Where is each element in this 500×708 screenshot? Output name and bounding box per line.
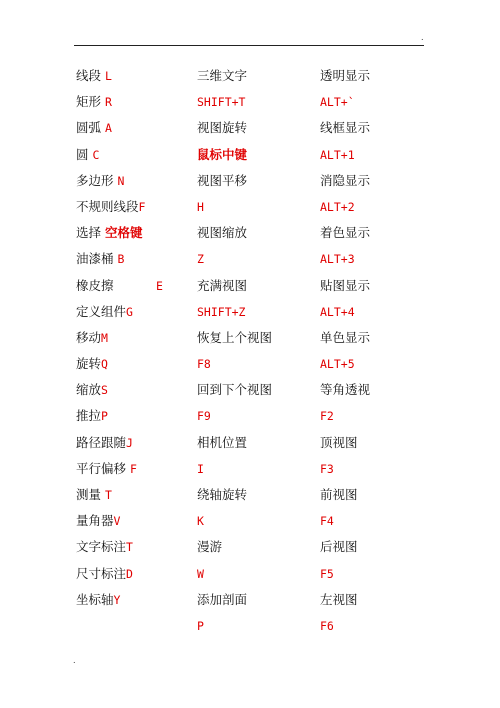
shortcut-row [320,456,430,482]
shortcut-row [320,325,430,351]
shortcut-row [197,194,307,220]
shortcut-row [320,89,430,115]
shortcut-row [197,63,307,89]
tool-label: 测量 [76,487,102,502]
display-item-label: 等角透视 [320,382,371,398]
shortcut-row [320,430,430,456]
display-item-label: 顶视图 [320,434,358,450]
tool-label: 橡皮擦 [76,277,114,293]
shortcut-row [76,456,196,482]
shortcut-row [76,587,196,613]
shortcut-key: A [105,121,112,136]
shortcut-key: SHIFT+Z [197,304,246,319]
shortcut-key: F9 [197,409,211,424]
shortcut-key: F2 [320,409,334,424]
tool-label: 缩放 [76,382,102,398]
shortcut-row [320,168,430,194]
shortcut-row [76,534,196,560]
shortcut-row [320,246,430,272]
shortcut-key: F [138,199,146,214]
tool-label: 多边形 [76,172,114,188]
shortcut-row [320,273,430,299]
shortcut-row [320,403,430,429]
corner-mark-top-right: . [421,33,424,42]
tool-label: 推拉 [76,408,102,424]
shortcut-key: F4 [320,514,334,529]
display-item-label: 线框显示 [320,120,371,136]
shortcut-row [197,325,307,351]
shortcut-row [197,613,307,639]
display-item-label: 左视图 [320,591,358,607]
display-column [320,63,430,639]
shortcut-row [320,561,430,587]
shortcut-key: L [105,69,112,83]
tool-label: 油漆桶 [76,251,114,267]
shortcut-key: Y [113,592,121,607]
shortcut-row [76,220,196,246]
shortcut-row [197,430,307,456]
shortcut-row [76,246,196,272]
tool-label: 路径跟随 [76,434,127,450]
shortcut-key: Q [101,357,108,372]
shortcut-row [320,220,430,246]
shortcut-key: G [126,304,133,319]
shortcut-key: E [156,278,163,293]
shortcut-row [197,168,307,194]
shortcut-row [76,430,196,456]
view-item-label: 视图缩放 [197,225,248,241]
tool-label: 圆弧 [76,120,102,136]
tool-label: 矩形 [76,94,102,110]
shortcut-row [76,482,196,508]
shortcut-key: T [105,488,112,502]
shortcut-row [320,63,430,89]
display-item-label: 后视图 [320,539,358,555]
shortcut-key: V [113,514,121,529]
shortcut-row [197,299,307,325]
display-item-label: 透明显示 [320,68,371,83]
shortcut-row [197,534,307,560]
view-item-label: 相机位置 [197,434,248,450]
shortcut-row [76,299,196,325]
shortcut-row [76,377,196,403]
shortcut-row [76,325,196,351]
shortcut-row [197,220,307,246]
display-item-label: 着色显示 [320,225,371,241]
header-rule [74,45,424,46]
view-item-label: 绕轴旋转 [197,487,248,502]
shortcut-row [197,273,307,299]
shortcut-row [76,561,196,587]
shortcut-key: W [197,566,204,581]
shortcut-key: J [126,435,133,450]
tool-label: 量角器 [76,513,114,529]
shortcut-row [320,377,430,403]
shortcut-row [320,299,430,325]
shortcut-row [197,142,307,168]
shortcut-key: S [101,383,108,398]
shortcut-key: Z [197,252,204,267]
shortcut-row [76,89,196,115]
shortcut-row [76,63,196,89]
shortcut-key: SHIFT+T [197,95,246,110]
display-item-label: 前视图 [320,487,358,502]
shortcut-row [197,89,307,115]
shortcut-key: C [92,147,100,162]
display-item-label: 单色显示 [320,329,371,345]
shortcut-key: N [117,173,125,188]
shortcut-row [197,482,307,508]
view-item-label: 回到下个视图 [197,382,273,398]
corner-mark-bottom-left: . [73,656,76,665]
shortcut-row [197,246,307,272]
shortcut-row [197,115,307,141]
shortcut-key: P [197,618,204,633]
shortcut-key: ALT+3 [320,252,355,267]
shortcut-key: F8 [197,357,211,372]
shortcut-row [76,508,196,534]
shortcut-row [76,194,196,220]
tools-column [76,63,196,613]
shortcut-key: ALT+1 [320,147,355,162]
shortcut-key: I [197,461,204,476]
shortcut-row [197,377,307,403]
tool-label: 线段 [76,68,102,83]
display-item-label: 消隐显示 [320,172,371,188]
shortcut-key: F [130,461,137,476]
shortcut-key: ALT+4 [320,304,355,319]
shortcut-key: K [197,514,204,529]
shortcut-row [197,587,307,613]
shortcut-key: ALT+2 [320,199,355,214]
view-item-label: 漫游 [197,539,223,555]
shortcut-row [76,142,196,168]
shortcut-row [320,194,430,220]
tool-label: 尺寸标注 [76,565,127,581]
shortcut-key: 空格键 [105,225,143,241]
tool-label: 定义组件 [76,303,127,319]
tool-label: 不规则线段 [76,198,139,214]
tool-label: 圆 [76,146,89,162]
shortcut-row [320,613,430,639]
shortcut-key: ALT+` [320,95,355,110]
shortcut-row [320,508,430,534]
display-item-label: 贴图显示 [320,277,371,293]
shortcut-key: R [105,95,112,110]
shortcut-row [320,142,430,168]
view-item-label: 添加剖面 [197,591,248,607]
shortcut-row [76,115,196,141]
shortcut-key: P [101,409,108,424]
shortcut-key: T [126,540,133,555]
shortcut-key: B [117,252,125,267]
shortcut-row [320,482,430,508]
shortcut-key: F5 [320,566,334,581]
shortcut-row [197,351,307,377]
shortcut-row [320,351,430,377]
view-column [197,63,307,639]
shortcut-row [320,534,430,560]
tool-label: 旋转 [76,356,102,372]
shortcut-row [197,403,307,429]
shortcut-key: M [101,330,108,345]
shortcut-key: F6 [320,618,334,633]
shortcut-row [197,561,307,587]
shortcut-key: 鼠标中键 [197,146,248,162]
view-item-label: 视图平移 [197,172,248,188]
shortcut-key: H [197,199,204,214]
view-item-label: 视图旋转 [197,120,248,136]
shortcut-row [76,273,196,299]
view-item-label: 充满视图 [197,277,248,293]
tool-label: 坐标轴 [76,591,114,607]
shortcut-row [320,115,430,141]
tool-label: 平行偏移 [76,460,127,476]
shortcut-row [197,508,307,534]
view-item-label: 三维文字 [197,68,248,83]
tool-label: 移动 [76,329,102,345]
shortcut-key: F3 [320,461,334,476]
shortcut-row [76,168,196,194]
tool-label: 选择 [76,225,102,241]
shortcut-key: D [126,566,133,581]
shortcut-row [76,351,196,377]
shortcut-row [76,403,196,429]
shortcut-key: ALT+5 [320,357,355,372]
tool-label: 文字标注 [76,539,127,555]
shortcut-row [320,587,430,613]
shortcut-row [197,456,307,482]
view-item-label: 恢复上个视图 [197,329,273,345]
